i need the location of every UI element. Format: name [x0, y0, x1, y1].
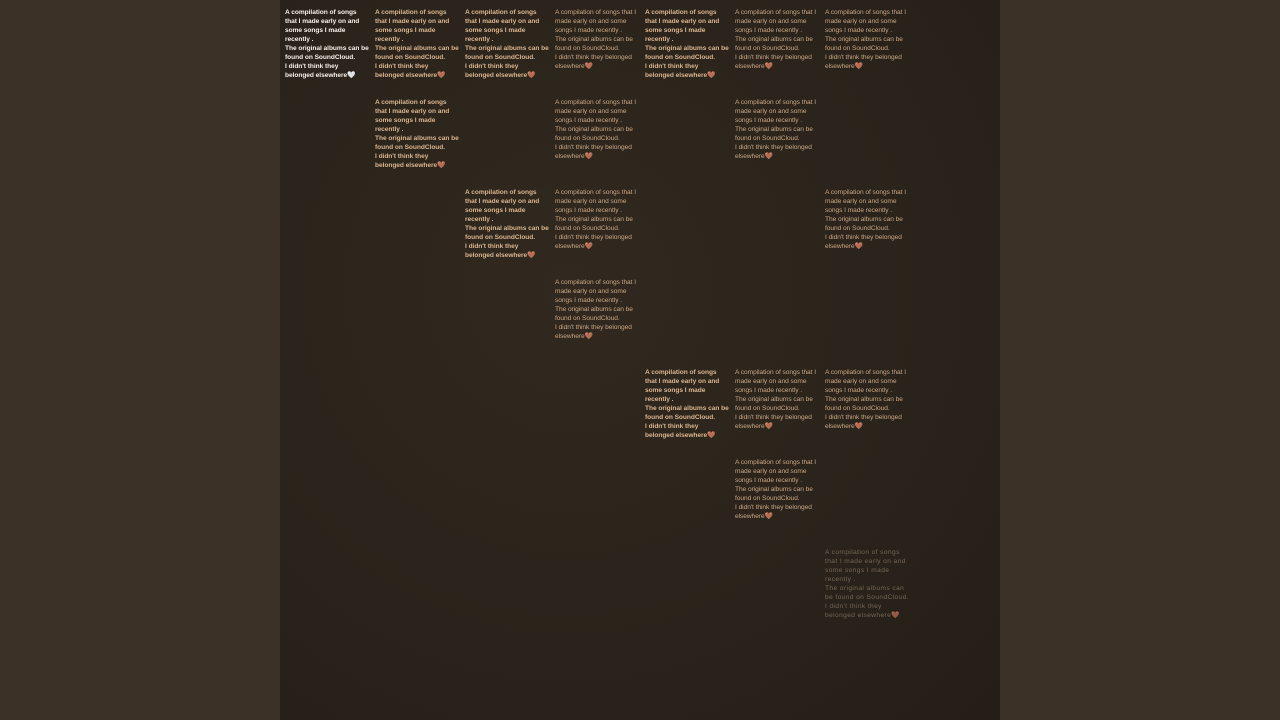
description-line-3: I didn't think they belonged elsewhere	[735, 414, 812, 431]
description-line-2: The original albums can be found on SoundCloud.	[555, 126, 633, 143]
description-line-2: The original albums can be found on SoundCloud.	[735, 486, 813, 503]
description-line-1: A compilation of songs that I made early on and some songs I made recently .	[735, 99, 817, 124]
description-line-1: A compilation of songs that I made early on and some songs I made recently .	[555, 99, 637, 124]
description-line-2: The original albums can be found on SoundCloud.	[735, 396, 813, 413]
description-line-3: I didn't think they belonged elsewhere	[735, 504, 812, 521]
description-line-1: A compilation of songs that I made early on and some songs I made recently .	[555, 279, 637, 304]
description-line-2: The original albums can be found on SoundCloud.	[825, 396, 903, 413]
description-line-1: A compilation of songs that I made early on and some songs I made recently .	[375, 99, 450, 133]
brown-heart-icon: 🤎	[764, 153, 774, 161]
description-block	[555, 279, 639, 342]
description-line-2: The original albums can be found on SoundCloud.	[735, 36, 813, 53]
brown-heart-icon: 🤎	[584, 153, 594, 161]
description-line-3: I didn't think they belonged elsewhere	[285, 63, 348, 79]
description-block	[825, 189, 909, 252]
description-line-1: A compilation of songs that I made early on and some songs I made recently .	[465, 9, 540, 43]
description-line-1: A compilation of songs that I made early on and some songs I made recently .	[465, 189, 540, 223]
brown-heart-icon: 🤎	[584, 63, 594, 71]
description-block-faded	[825, 549, 909, 621]
description-block	[645, 369, 729, 441]
white-heart-icon: 🤍	[347, 71, 356, 79]
description-line-3: I didn't think they belonged elsewhere	[825, 234, 902, 251]
description-line-1: A compilation of songs that I made early on and some songs I made recently .	[555, 9, 637, 34]
description-line-2: The original albums can be found on SoundCloud.	[465, 225, 549, 242]
brown-heart-icon: 🤎	[854, 243, 864, 251]
description-line-3: I didn't think they belonged elsewhere	[825, 414, 902, 431]
brown-heart-icon: 🤎	[437, 161, 446, 169]
description-line-2: The original albums can be found on SoundCloud.	[375, 135, 459, 152]
description-line-3: I didn't think they belonged elsewhere	[825, 603, 892, 619]
description-block	[555, 99, 639, 162]
brown-heart-icon: 🤎	[584, 333, 594, 341]
description-block	[735, 369, 819, 432]
description-line-2: The original albums can be found on SoundCloud.	[645, 405, 729, 422]
description-block	[825, 9, 909, 72]
brown-heart-icon: 🤎	[527, 71, 536, 79]
brown-heart-icon: 🤎	[584, 243, 594, 251]
description-line-2: The original albums can be found on SoundCloud.	[735, 126, 813, 143]
description-line-2: The original albums can be found on SoundCloud.	[645, 45, 729, 62]
description-line-1: A compilation of songs that I made early on and some songs I made recently .	[645, 369, 720, 403]
description-line-1: A compilation of songs that I made early on and some songs I made recently .	[285, 9, 360, 43]
brown-heart-icon: 🤎	[854, 63, 864, 71]
description-block	[735, 9, 819, 72]
description-line-3: I didn't think they belonged elsewhere	[735, 54, 812, 71]
description-line-1: A compilation of songs that I made early on and some songs I made recently .	[735, 459, 817, 484]
description-block	[555, 9, 639, 72]
brown-heart-icon: 🤎	[854, 423, 864, 431]
description-line-1: A compilation of songs that I made early on and some songs I made recently .	[825, 189, 907, 214]
description-line-2: The original albums can be found on SoundCloud.	[825, 36, 903, 53]
brown-heart-icon: 🤎	[707, 431, 716, 439]
description-line-1: A compilation of songs that I made early on and some songs I made recently .	[825, 9, 907, 34]
album-artwork	[280, 0, 1000, 720]
description-line-2: The original albums can be found on SoundCloud.	[825, 216, 903, 233]
description-line-1: A compilation of songs that I made early on and some songs I made recently .	[825, 369, 907, 394]
description-line-2: The original albums can be found on SoundCloud.	[465, 45, 549, 62]
description-block	[465, 9, 549, 81]
brown-heart-icon: 🤎	[527, 251, 536, 259]
description-line-3: I didn't think they belonged elsewhere	[555, 144, 632, 161]
description-line-3: I didn't think they belonged elsewhere	[825, 54, 902, 71]
description-line-3: I didn't think they belonged elsewhere	[375, 153, 438, 169]
description-line-2: The original albums can be found on SoundCloud.	[285, 45, 369, 62]
description-line-1: A compilation of songs that I made early on and some songs I made recently .	[555, 189, 637, 214]
description-block	[825, 369, 909, 432]
description-line-2: The original albums can be found on SoundCloud.	[825, 585, 909, 602]
description-line-1: A compilation of songs that I made early on and some songs I made recently .	[375, 9, 450, 43]
description-line-3: I didn't think they belonged elsewhere	[555, 234, 632, 251]
description-line-3: I didn't think they belonged elsewhere	[465, 63, 528, 79]
description-line-1: A compilation of songs that I made early on and some songs I made recently .	[735, 9, 817, 34]
description-block	[375, 99, 459, 171]
description-block	[375, 9, 459, 81]
brown-heart-icon: 🤎	[707, 71, 716, 79]
description-block-white	[285, 9, 369, 81]
description-line-2: The original albums can be found on SoundCloud.	[555, 306, 633, 323]
description-line-3: I didn't think they belonged elsewhere	[375, 63, 438, 79]
description-line-2: The original albums can be found on SoundCloud.	[555, 216, 633, 233]
description-block	[645, 9, 729, 81]
description-line-3: I didn't think they belonged elsewhere	[555, 54, 632, 71]
brown-heart-icon: 🤎	[437, 71, 446, 79]
description-line-1: A compilation of songs that I made early on and some songs I made recently .	[825, 549, 906, 583]
description-block	[735, 99, 819, 162]
description-line-3: I didn't think they belonged elsewhere	[645, 63, 708, 79]
description-line-3: I didn't think they belonged elsewhere	[555, 324, 632, 341]
description-line-2: The original albums can be found on SoundCloud.	[375, 45, 459, 62]
description-block	[735, 459, 819, 522]
brown-heart-icon: 🤎	[764, 513, 774, 521]
brown-heart-icon: 🤎	[764, 423, 774, 431]
description-block	[465, 189, 549, 261]
description-line-1: A compilation of songs that I made early on and some songs I made recently .	[645, 9, 720, 43]
description-line-3: I didn't think they belonged elsewhere	[735, 144, 812, 161]
brown-heart-icon: 🤎	[764, 63, 774, 71]
description-line-3: I didn't think they belonged elsewhere	[645, 423, 708, 439]
brown-heart-icon: 🤎	[891, 611, 901, 619]
description-line-1: A compilation of songs that I made early on and some songs I made recently .	[735, 369, 817, 394]
description-line-2: The original albums can be found on SoundCloud.	[555, 36, 633, 53]
description-block	[555, 189, 639, 252]
description-line-3: I didn't think they belonged elsewhere	[465, 243, 528, 259]
